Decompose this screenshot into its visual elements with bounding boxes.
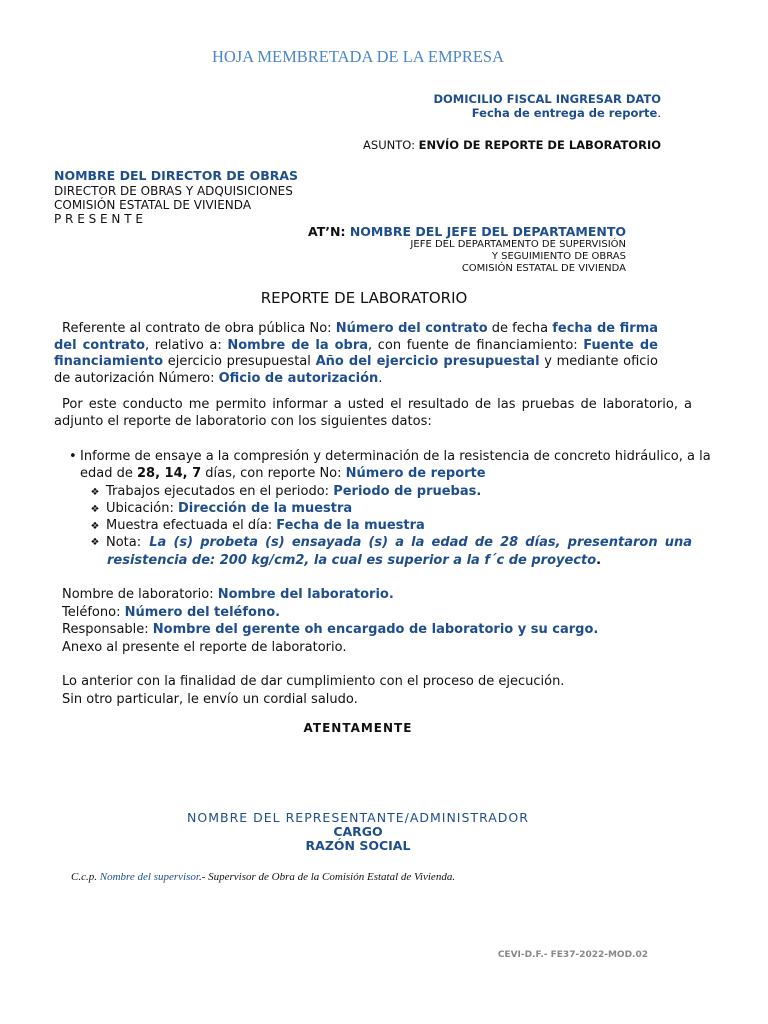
paragraph-intro: Por este conducto me permito informar a usted el resultado de las pruebas de laboratorio, a adjunto el reporte de laboratorio con los siguientes datos: (54, 397, 692, 429)
note-line-2: resistencia de: 200 kg/cm2, la cual es superior a la f´c de proyecto (107, 553, 597, 568)
p1-text-3: , relativo a: (145, 337, 228, 353)
bullet-dot: • (69, 449, 77, 464)
sub-item-value: Dirección de la muestra (177, 501, 353, 516)
bullet-text-1: edad de (80, 466, 137, 481)
project-name: Nombre de la obra (227, 337, 369, 353)
authorization-office: Oficio de autorización (218, 370, 379, 386)
diamond-bullet-icon: ❖ (90, 521, 100, 532)
sub-item-sample-date (84, 517, 425, 535)
contract-number: Número del contrato (335, 321, 488, 336)
ccp-suffix: .- Supervisor de Obra de la Comisión Estatal de Vivienda. (198, 871, 456, 883)
representative-name: NOMBRE DEL REPRESENTANTE/ADMINISTRADOR (187, 810, 529, 825)
attn-title-2: Y SEGUIMIENTO DE OBRAS (491, 251, 626, 262)
director-title: DIRECTOR DE OBRAS Y ADQUISICIONES (54, 184, 293, 198)
report-title: REPORTE DE LABORATORIO (260, 289, 468, 307)
fecha-entrega-value: Fecha de entrega de reporte (471, 106, 658, 120)
note-label: Nota: (106, 535, 146, 550)
closing-line-1: Lo anterior con la finalidad de dar cumplimiento con el proceso de ejecución. (62, 674, 565, 689)
ccp-prefix: C.c.p. (71, 871, 100, 883)
attn-label: AT’N: (308, 224, 350, 239)
diamond-bullet-icon: ❖ (90, 537, 100, 548)
director-name: NOMBRE DEL DIRECTOR DE OBRAS (54, 168, 299, 183)
p1-text-1: Referente al contrato de obra pública No: (62, 321, 336, 336)
asunto-label: ASUNTO: (363, 138, 419, 152)
sub-item-period (84, 483, 481, 501)
note-line-2-wrap (107, 552, 601, 569)
lab-info (62, 586, 598, 656)
signature-block (0, 811, 716, 853)
sub-item-label: Ubicación: (106, 501, 178, 516)
bullet-line-1: Informe de ensaye a la compresión y determinación de la resistencia de concreto hidráulico, a la (80, 449, 711, 464)
diamond-bullet-icon: ❖ (90, 504, 100, 515)
fecha-entrega-suffix: . (657, 106, 661, 120)
addressee-block (54, 169, 298, 226)
sub-item-label: Trabajos ejecutados en el periodo: (106, 484, 334, 499)
attn-org: COMISIÓN ESTATAL DE VIVIENDA (461, 263, 626, 274)
note-suffix: . (596, 553, 602, 568)
representative-cargo: CARGO (333, 824, 383, 839)
sub-item-value: Periodo de pruebas. (333, 484, 482, 499)
form-code: CEVI-D.F.- FE37-2022-MOD.02 (497, 950, 648, 960)
presente: P R E S E N T E (54, 212, 143, 226)
closing-line-2: Sin otro particular, le envío un cordial saludo. (62, 692, 358, 707)
ccp-supervisor-name: Nombre del supervisor (99, 871, 199, 883)
ccp-line (71, 871, 455, 883)
attn-block (410, 239, 626, 275)
director-org: COMISIÓN ESTATAL DE VIVIENDA (54, 198, 252, 212)
lab-phone-value: Número del teléfono. (124, 604, 281, 620)
p1-text-7: . (378, 370, 383, 386)
domicilio-fiscal: DOMICILIO FISCAL INGRESAR DATO (433, 92, 661, 106)
bullet-text-2: días, con reporte No: (201, 466, 346, 481)
lab-name-line (62, 586, 598, 604)
lab-name-value: Nombre del laboratorio. (217, 587, 394, 602)
attn-title-1: JEFE DEL DEPARTAMENTO DE SUPERVISIÓN (410, 239, 626, 250)
budget-year: Año del ejercicio presupuestal (315, 354, 540, 369)
lab-resp-line (62, 621, 598, 639)
sub-item-value: Fecha de la muestra (276, 518, 425, 533)
report-number: Número de reporte (345, 466, 486, 481)
asunto-value: ENVÍO DE REPORTE DE LABORATORIO (418, 138, 661, 152)
lab-phone-line (62, 604, 598, 622)
atentamente: ATENTAMENTE (303, 721, 413, 735)
sub-item-note (84, 534, 692, 551)
lab-resp-label: Responsable: (62, 622, 153, 637)
attn-line (308, 224, 626, 239)
funding-source: Fuente de financiamiento (54, 337, 658, 369)
test-ages: 28, 14, 7 (136, 466, 202, 481)
p1-text-5: ejercicio presupuestal (163, 354, 316, 369)
sub-item-label: Muestra efectuada el día: (106, 518, 277, 533)
razon-social: RAZÓN SOCIAL (305, 838, 411, 853)
fecha-entrega (472, 106, 661, 120)
lab-name-label: Nombre de laboratorio: (62, 587, 218, 602)
sub-item-location (84, 500, 352, 518)
lab-phone-label: Teléfono: (62, 604, 125, 620)
p1-text-2: de fecha (487, 321, 553, 336)
closing (62, 673, 564, 709)
paragraph-contract (54, 321, 658, 387)
lab-resp-value: Nombre del gerente oh encargado de laboratorio y su cargo. (152, 622, 599, 637)
letterhead-title: HOJA MEMBRETADA DE LA EMPRESA (211, 47, 505, 66)
asunto-line (363, 138, 661, 152)
diamond-bullet-icon: ❖ (90, 487, 100, 498)
attn-name: NOMBRE DEL JEFE DEL DEPARTAMENTO (349, 224, 626, 239)
bullet-line-2 (80, 465, 486, 482)
note-line-1: La (s) probeta (s) ensayada (s) a la edad de 28 días, presentaron una (149, 535, 692, 550)
contract-date: fecha de firma del contrato (54, 321, 659, 353)
lab-annex: Anexo al presente el reporte de laboratorio. (62, 639, 347, 655)
p1-text-6: y mediante oficio de autorización Número: (54, 354, 659, 386)
p1-text-4: , con fuente de financiamiento: (368, 337, 584, 353)
